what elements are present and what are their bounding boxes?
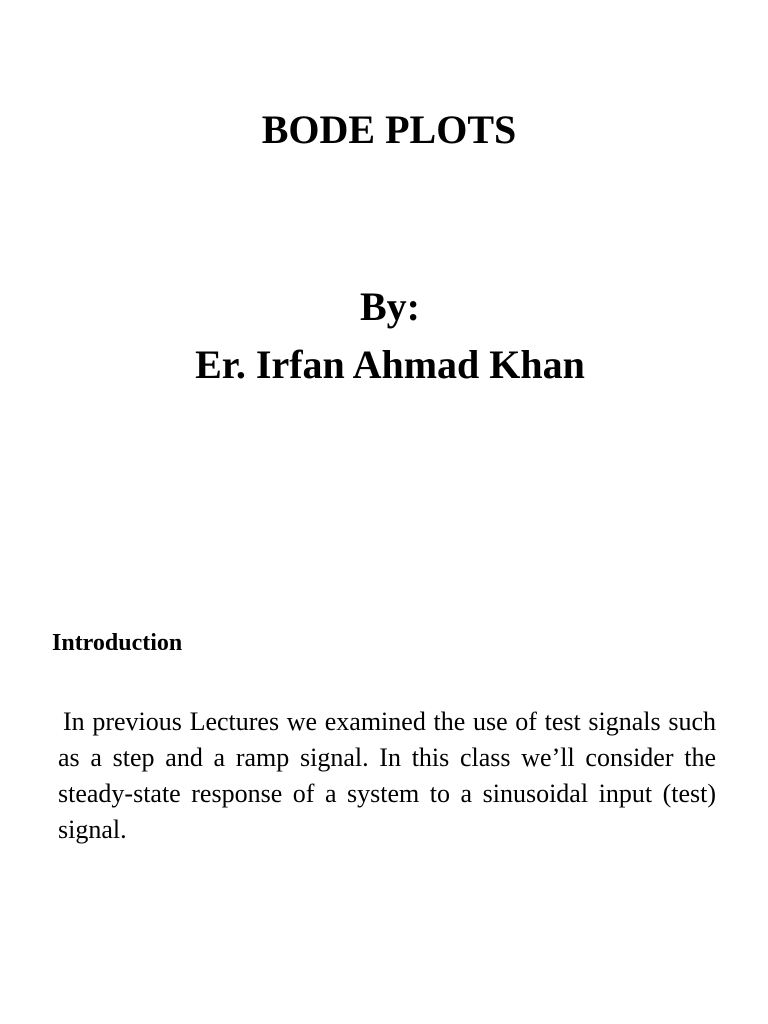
document-title: BODE PLOTS — [261, 107, 517, 152]
author-block — [0, 278, 768, 394]
by-label: By: — [360, 284, 420, 329]
author-name: Er. Irfan Ahmad Khan — [195, 342, 585, 387]
section-heading-introduction: Introduction — [52, 630, 183, 656]
introduction-paragraph: In previous Lectures we examined the use of test signals such as a step and a ramp signal. In this class we’ll consider the steady-state response of a system to a sinusoidal input (test) signal. — [58, 707, 716, 844]
